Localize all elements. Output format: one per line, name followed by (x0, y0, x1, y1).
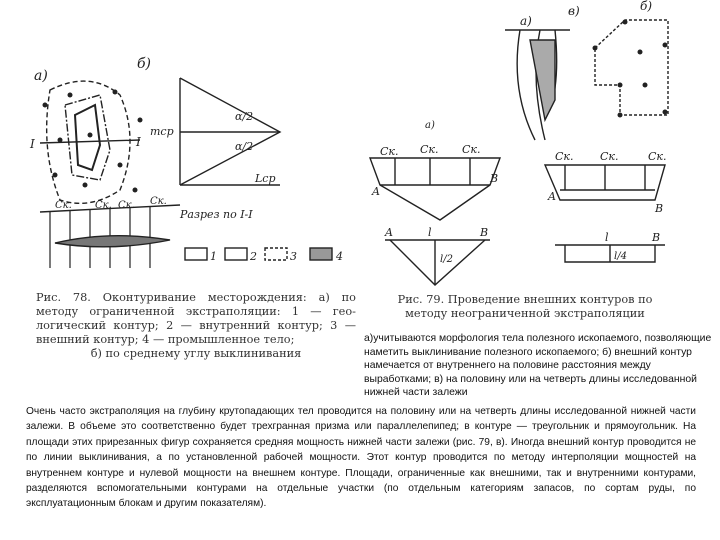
legend-2: 2 (250, 250, 257, 263)
l-label: Lср (255, 172, 276, 185)
point-a: A (385, 226, 393, 239)
point-a: A (372, 185, 380, 198)
sk-label: Ск. (462, 143, 481, 156)
sk-label: Ск. (600, 150, 619, 163)
section-mark-left: I (30, 137, 35, 151)
fig78-section (40, 196, 343, 268)
m-label: mср (150, 125, 174, 138)
fig79b-map (593, 0, 669, 118)
sk-label: Ск. (380, 145, 399, 158)
fig78b-label: б) (137, 56, 152, 72)
l-half-label: l/2 (440, 254, 453, 265)
point-b: B (480, 226, 489, 239)
point-b: B (490, 172, 499, 185)
sk-label: Ск. (420, 143, 439, 156)
fig79b-label: б) (640, 0, 653, 13)
sk-label: Ск. (118, 200, 135, 211)
fig79v-label: в) (568, 4, 580, 18)
l-quarter-label: l/4 (614, 251, 627, 262)
legend-3: 3 (290, 250, 297, 263)
point-b: B (655, 202, 664, 215)
point-a: A (548, 190, 556, 203)
sk-label: Ск. (95, 200, 112, 211)
alpha-upper: α/2 (235, 110, 254, 123)
fig79-sub-label: а) (425, 120, 435, 131)
fig78-caption (36, 291, 356, 361)
sk-label: Ск. (555, 150, 574, 163)
fig79a-label: а) (520, 14, 532, 28)
legend-1: 1 (210, 250, 217, 263)
section-title: Разрез по I-I (180, 208, 253, 221)
legend-4: 4 (336, 250, 343, 263)
sk-label: Ск. (648, 150, 667, 163)
fig78-caption-b: б) по среднему углу выклинивания (90, 347, 302, 360)
fig78a-contour-map (29, 68, 143, 203)
section-mark-right: I (136, 135, 141, 149)
fig79-caption: Рис. 79. Проведение внешних контуров по методу неограниченной экстраполяции (397, 293, 653, 320)
l-label: l (605, 231, 609, 244)
sk-label: Ск. (150, 196, 167, 207)
fig78-caption-main: Рис. 78. Оконтуривание месторождения: а) по методу ограниченной экстраполяции: 1 — гео-логический контур; 2 — внутренний контур; 3 — внешний контур; 4 — промышленное тело; (36, 291, 356, 346)
fig79-description: а)учитываются морфология тела полезного ископаемого, позволяющие наметить выклинивание полезного ископаемого; б) внешний контур намечается от внутреннего на половине расстояния между выработками; в) на половину или на четверть длины исследованной нижней части залежи (364, 333, 712, 399)
fig78a-label: а) (34, 68, 48, 84)
body-paragraph: Очень часто экстраполяция на глубину крутопадающих тел проводится на половину или на четверть длины исследованной нижней части залежи. В объеме это соответственно будет трехгранная призма или параллелепипед; в контуре — треугольник и прямоугольник. На площади этих прирезанных фигур сохраняется средняя мощность нижней части залежи (рис. 79, в). Иногда внешний контур проводится не по линии выклинивания, а по установленной рабочей мощности. Этот контур проводится по методу интерполяции мощностей на внутреннем контуре и нулевой мощности на внешнем контуре. Площади, ограниченные как внешними, так и внутренними контурами, разделяются вспомогательными контурами на отдельные участки (по отдельным категориям запасов, по сортам руды, по эксплуатационным блокам и другим показателям). (26, 406, 696, 510)
fig79a (505, 14, 570, 140)
l-label: l (428, 226, 432, 239)
fig78b-angle (137, 56, 280, 185)
sk-label: Ск. (55, 200, 72, 211)
alpha-lower: α/2 (235, 140, 254, 153)
point-b: B (652, 231, 661, 244)
